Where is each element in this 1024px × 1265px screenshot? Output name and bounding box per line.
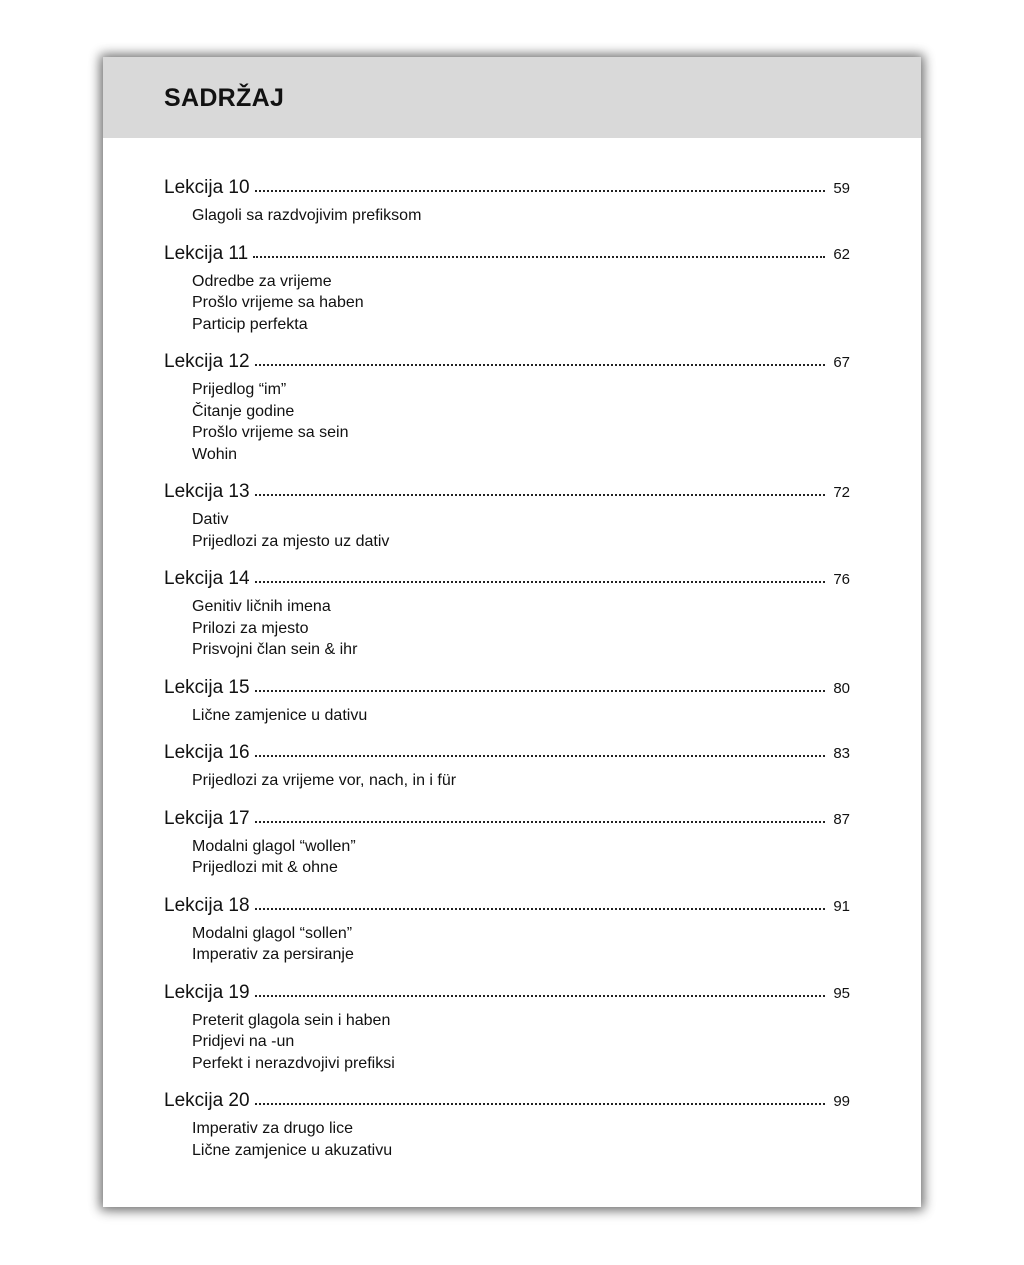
page-number: 67 — [833, 354, 850, 371]
toc-entry — [164, 895, 850, 966]
page-number: 95 — [833, 984, 850, 1002]
topic-item: Modalni glagol “sollen” — [192, 924, 353, 942]
topic-item: Particip perfekta — [192, 315, 308, 333]
lesson-title: Lekcija 17 — [164, 807, 250, 829]
topic-item: Imperativ za persiranje — [192, 946, 354, 963]
dot-leader — [255, 690, 826, 692]
topic-item: Prošlo vrijeme sa sein — [192, 424, 349, 441]
dot-leader — [255, 364, 826, 366]
lesson-heading — [164, 1090, 850, 1118]
page-title: SADRŽAJ — [164, 84, 285, 112]
dot-leader — [255, 1103, 826, 1105]
topic-item: Prošlo vrijeme sa haben — [192, 294, 364, 311]
page-number: 83 — [833, 745, 850, 762]
topic-item: Odredbe za vrijeme — [192, 272, 332, 290]
page-number: 62 — [833, 245, 850, 263]
toc-entry — [164, 1090, 850, 1161]
lesson-heading — [164, 742, 850, 770]
toc-entry — [164, 568, 850, 661]
lesson-title: Lekcija 11 — [164, 242, 249, 264]
topic-item: Prijedlozi za mjesto uz dativ — [192, 532, 390, 550]
lesson-heading — [164, 481, 850, 509]
toc-entry — [164, 808, 850, 879]
topic-item: Prilozi za mjesto — [192, 619, 309, 637]
lesson-title: Lekcija 16 — [164, 742, 250, 763]
lesson-heading — [164, 895, 850, 923]
topic-list — [164, 205, 850, 227]
document-page — [103, 57, 921, 1207]
page-number: 91 — [833, 897, 850, 915]
topic-item: Čitanje godine — [192, 402, 295, 420]
topic-list — [164, 509, 850, 552]
topic-list — [164, 836, 850, 879]
topic-item: Lične zamjenice u akuzativu — [192, 1141, 393, 1159]
lesson-title: Lekcija 18 — [164, 894, 250, 916]
topic-list — [164, 1010, 850, 1075]
toc-entry — [164, 481, 850, 552]
dot-leader — [255, 190, 826, 192]
topic-item: Preterit glagola sein i haben — [192, 1011, 391, 1029]
lesson-title: Lekcija 12 — [164, 351, 250, 372]
lesson-heading — [164, 568, 850, 596]
topic-list — [164, 271, 850, 336]
dot-leader — [255, 755, 826, 757]
lesson-heading — [164, 351, 850, 379]
lesson-title: Lekcija 20 — [164, 1090, 250, 1111]
page-number: 99 — [833, 1093, 850, 1110]
topic-item: Glagoli sa razdvojivim prefiksom — [192, 207, 422, 224]
toc-entry — [164, 742, 850, 792]
topic-item: Lične zamjenice u dativu — [192, 706, 368, 724]
toc-entry — [164, 351, 850, 465]
header-band — [103, 57, 921, 138]
topic-list — [164, 1118, 850, 1161]
lesson-heading — [164, 177, 850, 205]
lesson-title: Lekcija 13 — [164, 481, 250, 502]
topic-item: Dativ — [192, 511, 229, 528]
topic-item: Genitiv ličnih imena — [192, 598, 331, 615]
toc-entry — [164, 243, 850, 336]
topic-item: Perfekt i nerazdvojivi prefiksi — [192, 1054, 395, 1072]
topic-list — [164, 596, 850, 661]
lesson-heading — [164, 243, 850, 271]
topic-list — [164, 770, 850, 792]
dot-leader — [255, 908, 826, 910]
dot-leader — [255, 581, 826, 583]
topic-list — [164, 923, 850, 966]
page-number: 76 — [833, 571, 850, 588]
table-of-contents — [164, 177, 850, 1161]
topic-item: Wohin — [192, 445, 238, 463]
dot-leader — [253, 256, 825, 258]
page-number: 87 — [833, 810, 850, 828]
lesson-heading — [164, 982, 850, 1010]
dot-leader — [255, 821, 826, 823]
toc-entry — [164, 677, 850, 727]
toc-entry — [164, 177, 850, 227]
topic-item: Prisvojni član sein & ihr — [192, 641, 358, 658]
topic-item: Imperativ za drugo lice — [192, 1120, 353, 1137]
lesson-title: Lekcija 10 — [164, 177, 250, 198]
lesson-heading — [164, 808, 850, 836]
topic-item: Modalni glagol “wollen” — [192, 837, 356, 855]
lesson-title: Lekcija 19 — [164, 981, 250, 1003]
dot-leader — [255, 494, 826, 496]
topic-item: Pridjevi na -un — [192, 1033, 295, 1050]
topic-item: Prijedlozi mit & ohne — [192, 859, 338, 876]
page-number: 59 — [833, 180, 850, 197]
toc-entry — [164, 982, 850, 1075]
topic-list — [164, 705, 850, 727]
topic-list — [164, 379, 850, 465]
page-number: 72 — [833, 484, 850, 501]
page-number: 80 — [833, 679, 850, 697]
topic-item: Prijedlozi za vrijeme vor, nach, in i für — [192, 772, 457, 789]
lesson-heading — [164, 677, 850, 705]
dot-leader — [255, 995, 826, 997]
topic-item: Prijedlog “im” — [192, 381, 287, 398]
lesson-title: Lekcija 14 — [164, 568, 250, 589]
lesson-title: Lekcija 15 — [164, 676, 250, 698]
